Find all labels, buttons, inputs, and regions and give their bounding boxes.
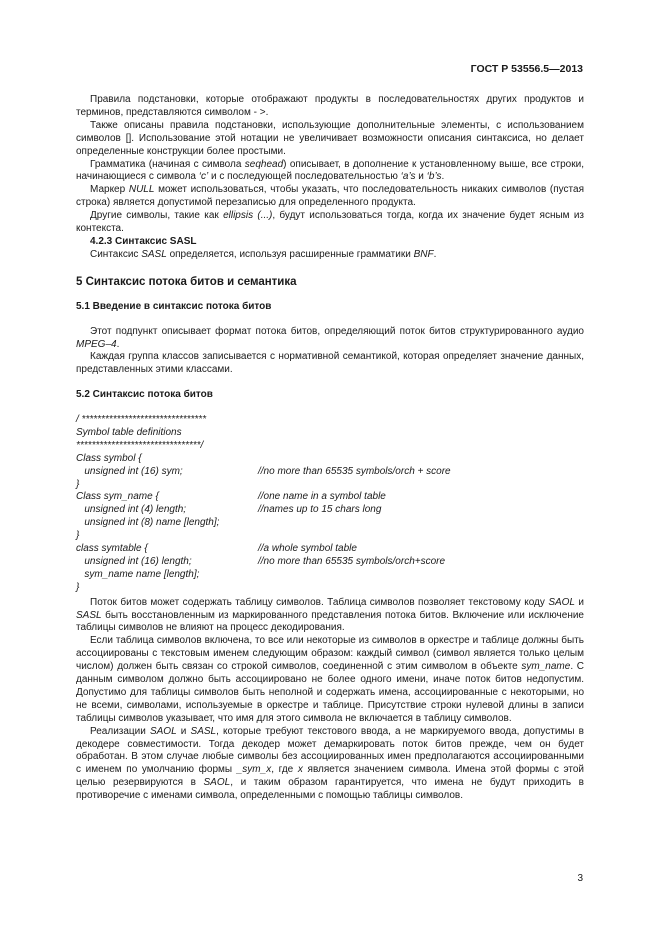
paragraph: Также описаны правила подстановки, использующие дополнительные элементы, с использованием символов []. Использование этой нотации не увеличивает возможности описания синтаксиса, но делает определенные конструкции более простыми. — [76, 119, 584, 157]
code-line: unsigned int (16) length; //no more than 65535 symbols/orch+score — [76, 555, 446, 567]
paragraph: Поток битов может содержать таблицу символов. Таблица символов позволяет текстовому коду SAOL и SASL быть восстановленным из маркированного представления потока битов. Включение или исключение таблицы символов не влияют на процесс декодирования. — [76, 596, 584, 634]
page-number: 3 — [577, 873, 583, 884]
code-line: ********************************/ — [76, 439, 204, 451]
paragraph: Правила подстановки, которые отображают продукты в последовательностях других продуктов и терминов, представляются символом - >. — [76, 94, 584, 118]
paragraph: Маркер NULL может использоваться, чтобы указать, что последовательность никаких символов (пустая строка) является допустимой перезаписью для определенного продукта. — [76, 184, 584, 209]
paragraph: Реализации SAOL и SASL, которые требуют текстового ввода, а не маркируемого ввода, допустимы в декодере совместимости. Тогда декодер может демаркировать поток битов прежде, чем он будет обработан. В этом случае любые символы без ассоциированных имен предполагаются ассоциированными с именем по умолчанию формы _sym_x, где x является значением символа. Имена этой формы с этой целью резервируются в SAOL, и таким образом гарантируется, что имена не будут приходить в противоречие с именами символа, определенными с помощью таблицы символов. — [76, 725, 584, 802]
paragraph: Каждая группа классов записывается с нормативной семантикой, которая определяет значение данных, представленных этими классами. — [76, 351, 584, 376]
paragraph: Синтаксис SASL определяется, используя расширенные грамматики BNF. — [90, 248, 437, 260]
paragraph: Этот подпункт описывает формат потока битов, определяющий поток битов структурированного аудио MPEG–4. — [76, 325, 584, 350]
code-line: sym_name name [length]; — [76, 568, 200, 580]
standard-header: ГОСТ Р 53556.5—2013 — [470, 63, 583, 75]
code-listing — [76, 414, 584, 594]
page-content — [76, 94, 584, 803]
code-line: } — [76, 530, 80, 542]
code-line: } — [76, 581, 80, 593]
paragraph: Если таблица символов включена, то все или некоторые из символов в оркестре и таблице должны быть ассоциированы с текстовым именем следующим образом: каждый символ (символ является только целым числом) должен быть связан со строкой символов, соединенной с этим символом в объекте sym_name. С данным символом должно быть ассоциировано не более одного имени, иначе поток битов недопустим. Допустимо для таблицы символов быть неполной и содержать имена, ассоциированные с некоторыми, но не всеми, символами, используемые в оркестре и таблице. Присутствие строки нулевой длины в записи таблицы символов указывает, что имя для этого символа не включается в таблицу символов. — [76, 635, 584, 724]
code-line: / ******************************** — [76, 414, 207, 426]
section-heading: 5 Синтаксис потока битов и семантика — [76, 275, 297, 288]
code-line: Class symbol { — [76, 452, 142, 464]
subsection-heading: 5.1 Введение в синтаксис потока битов — [76, 300, 272, 312]
subsection-heading: 4.2.3 Синтаксис SASL — [90, 235, 197, 247]
code-line: } — [76, 478, 80, 490]
code-line: unsigned int (16) sym; //no more than 65535 symbols/orch + score — [76, 465, 451, 477]
code-line: unsigned int (8) name [length]; — [76, 517, 220, 529]
code-line: Class sym_name { //one name in a symbol table — [76, 491, 386, 503]
paragraph: Другие символы, такие как ellipsis (...), будут использоваться тогда, когда их значение будет ясным из контекста. — [76, 210, 584, 235]
code-line: class symtable { //a whole symbol table — [76, 543, 357, 555]
paragraph: Грамматика (начиная с символа seqhead) описывает, в дополнение к установленному выше, все строки, начинающиеся с символа ‘c’ и с последующей последовательностью ‘a’s и ‘b’s. — [76, 158, 584, 183]
subsection-heading: 5.2 Синтаксис потока битов — [76, 389, 213, 401]
code-line: Symbol table definitions — [76, 427, 182, 439]
code-line: unsigned int (4) length; //names up to 15 chars long — [76, 504, 382, 516]
